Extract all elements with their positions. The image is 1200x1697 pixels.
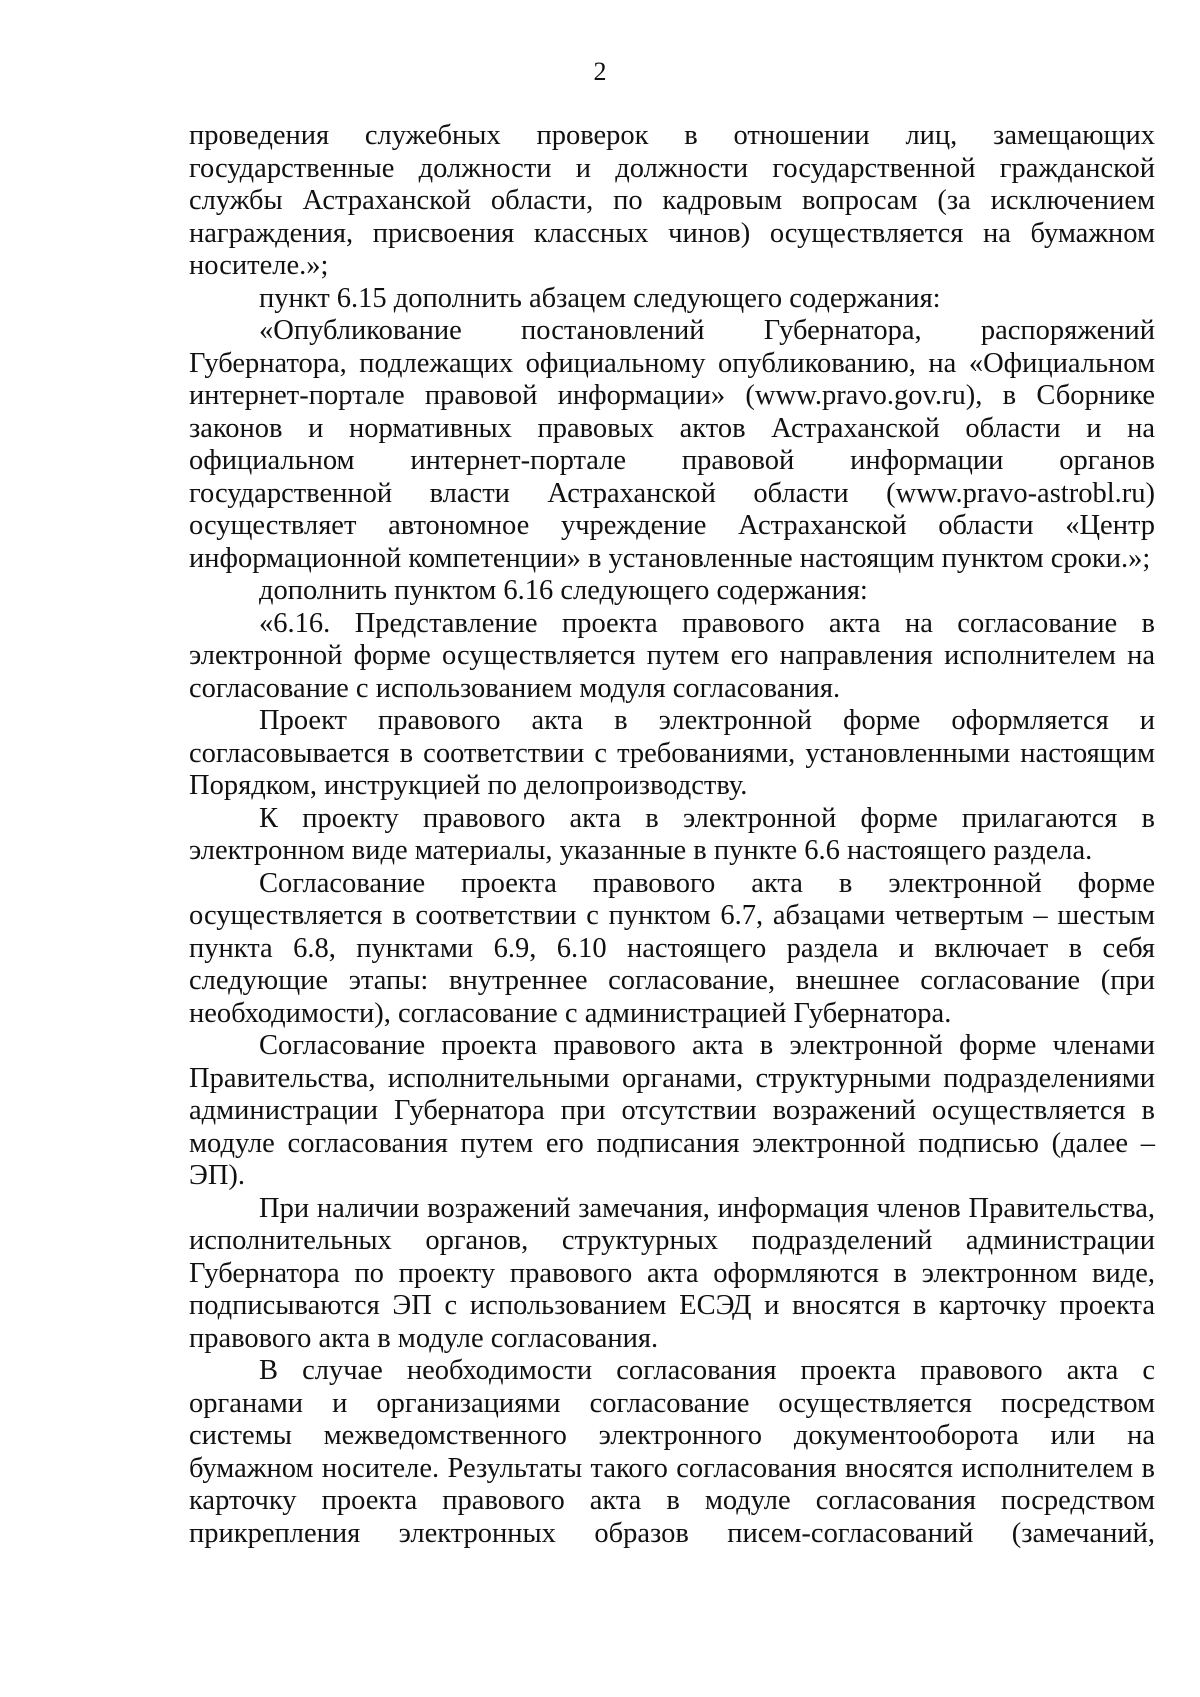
paragraph-draft-formatting: Проект правового акта в электронной форме оформляется и согласовывается в соответствии с требованиями, установленными настоящим Порядком, инструкцией по делопроизводству. xyxy=(189,705,1155,801)
paragraph-publication: «Опубликование постановлений Губернатора, распоряжений Губернатора, подлежащих официальному опубликованию, на «Официальном интернет-портале правовой информации» (www.pravo.gov.ru), в Сборнике законов и нормативных правовых актов Астраханской области и на официальном интернет-портале правовой информации органов государственной власти Астраханской области (www.pravo-astrobl.ru) осуществляет автономное учреждение Астраханской области «Центр информационной компетенции» в установленные настоящим пунктом сроки.»; xyxy=(189,315,1155,574)
paragraph-attached-materials: К проекту правового акта в электронной форме прилагаются в электронном виде материалы, указанные в пункте 6.6 настоящего раздела. xyxy=(189,802,1155,866)
page-number: 2 xyxy=(593,57,607,86)
document-body xyxy=(189,120,1155,1550)
paragraph-amendment-6-16: дополнить пунктом 6.16 следующего содержания: xyxy=(259,575,868,606)
paragraph-electronic-signature: Согласование проекта правового акта в электронной форме членами Правительства, исполнительными органами, структурными подразделениями администрации Губернатора при отсутствии возражений осуществляется в модуле согласования путем его подписания электронной подписью (далее – ЭП). xyxy=(189,1030,1155,1191)
paragraph-continuation: проведения служебных проверок в отношении лиц, замещающих государственные должности и должности государственной гражданской службы Астраханской области, по кадровым вопросам (за исключением награждения, присвоения классных чинов) осуществляется на бумажном носителе.»; xyxy=(189,120,1155,281)
paragraph-6-16-submission: «6.16. Представление проекта правового акта на согласование в электронной форме осуществляется путем его направления исполнителем на согласование с использованием модуля согласования. xyxy=(189,607,1155,704)
paragraph-external-approval: В случае необходимости согласования проекта правового акта с органами и организациями согласование осуществляется посредством системы межведомственного электронного документооборота или на бумажном носителе. Результаты такого согласования вносятся исполнителем в карточку проекта правового акта в модуле согласования посредством прикрепления электронных образов писем-согласований (замечаний, xyxy=(189,1355,1155,1549)
paragraph-objections: При наличии возражений замечания, информация членов Правительства, исполнительных органов, структурных подразделений администрации Губернатора по проекту правового акта оформляются в электронном виде, подписываются ЭП с использованием ЕСЭД и вносятся в карточку проекта правового акта в модуле согласования. xyxy=(189,1192,1155,1354)
paragraph-amendment-6-15: пункт 6.15 дополнить абзацем следующего содержания: xyxy=(259,282,941,314)
paragraph-approval-stages: Согласование проекта правового акта в электронной форме осуществляется в соответствии с пунктом 6.7, абзацами четвертым – шестым пункта 6.8, пунктами 6.9, 6.10 настоящего раздела и включает в себя следующие этапы: внутреннее согласование, внешнее согласование (при необходимости), согласование с администрацией Губернатора. xyxy=(189,867,1155,1029)
